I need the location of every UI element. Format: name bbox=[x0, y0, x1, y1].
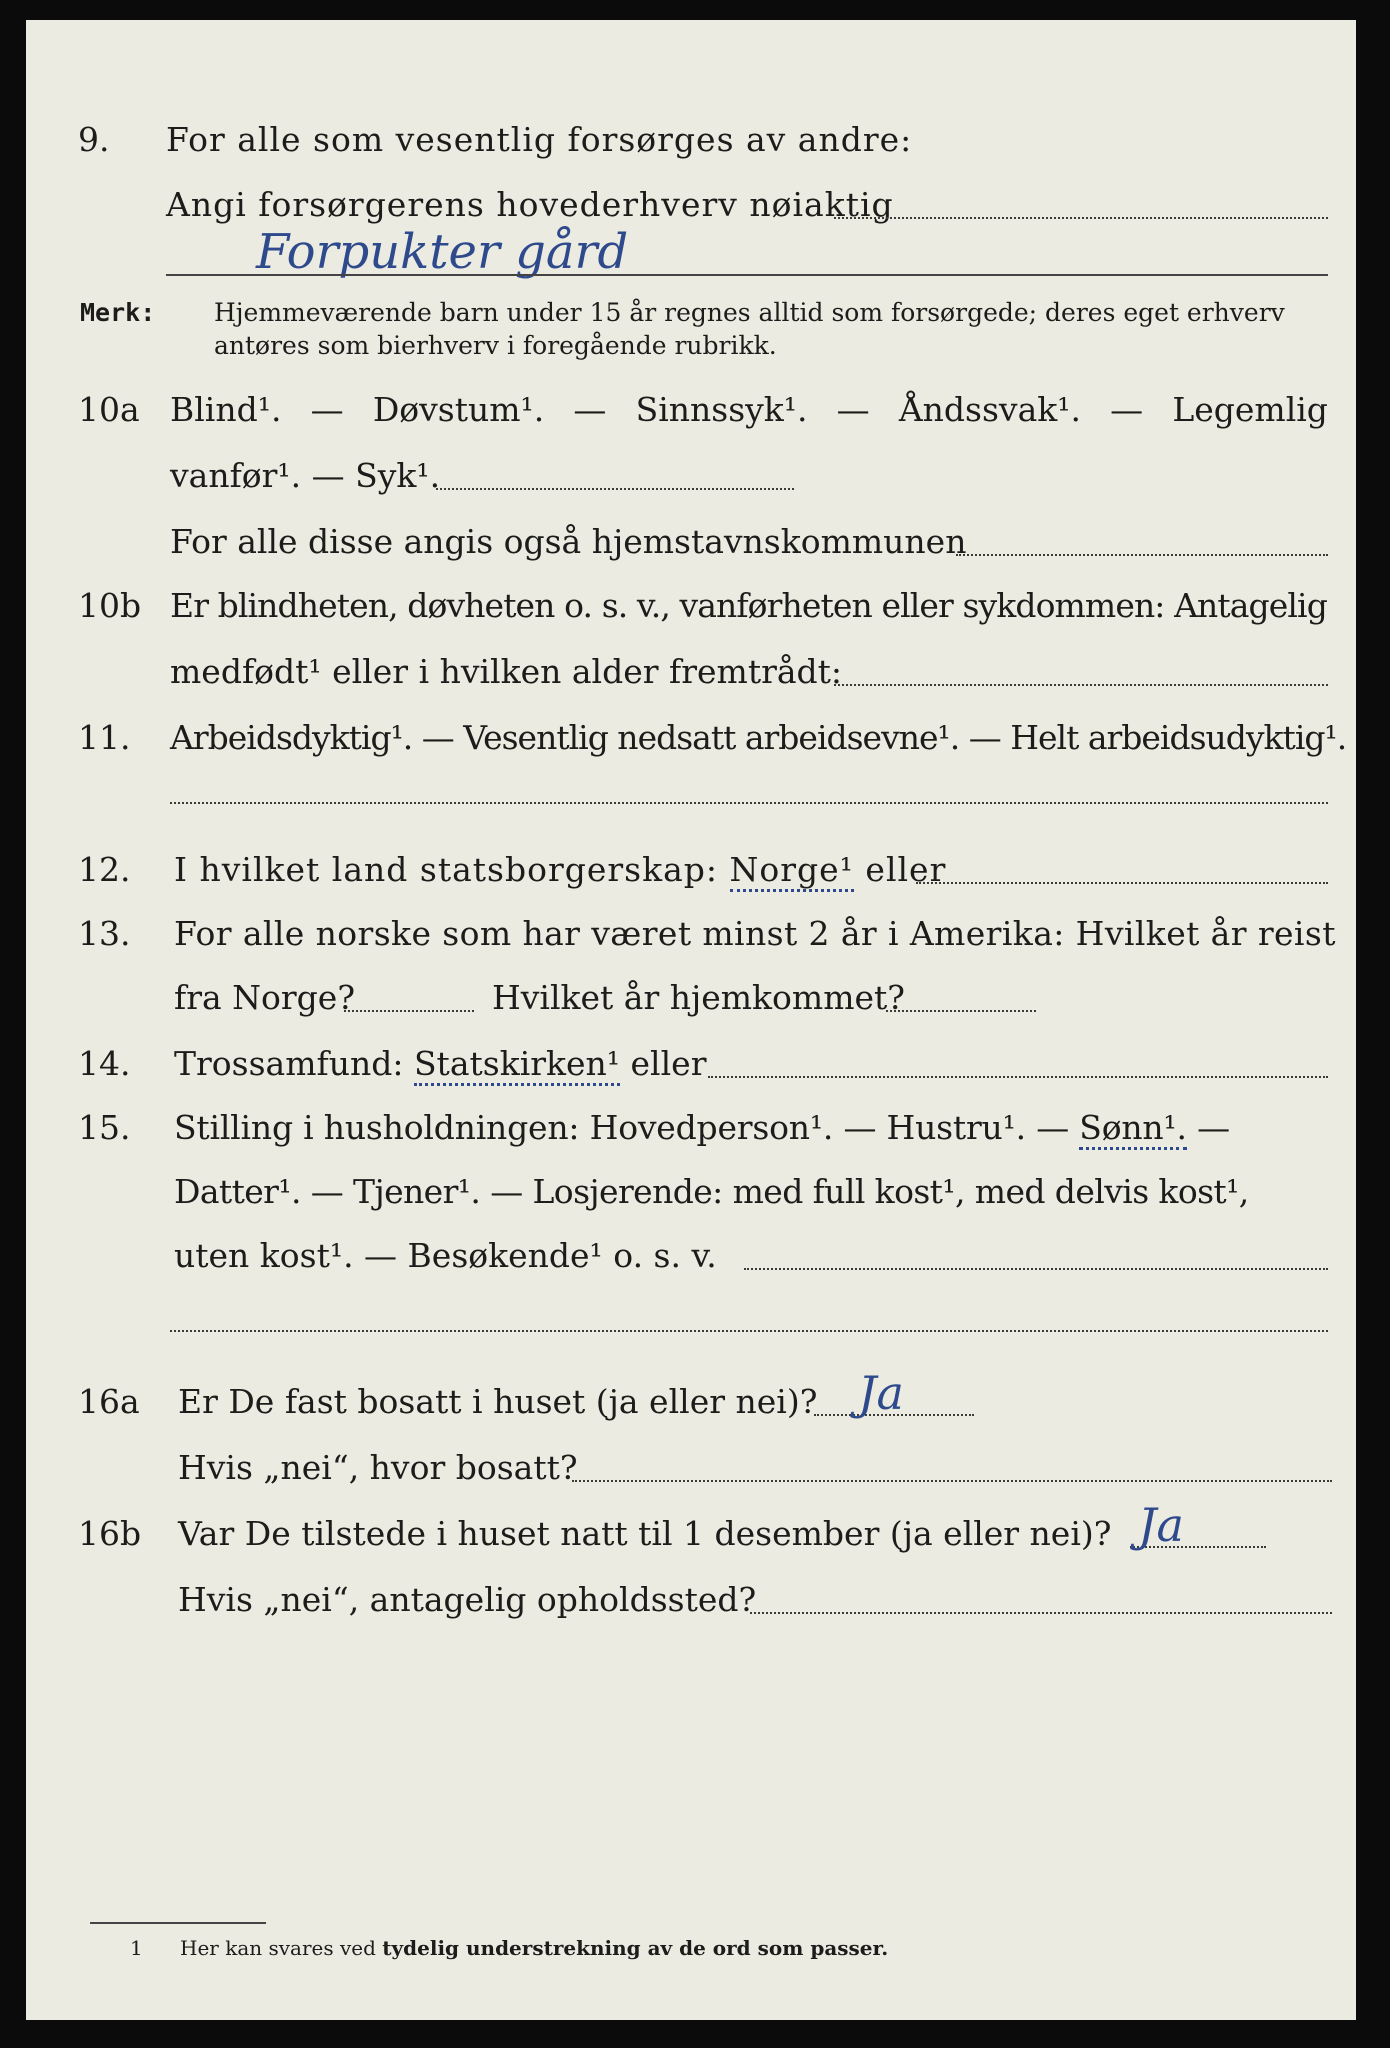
q10a-answer-line[interactable] bbox=[436, 488, 794, 490]
q11-number: 11. bbox=[78, 718, 131, 757]
q10a-dash4: — bbox=[1110, 390, 1144, 429]
q9-line2-row bbox=[26, 185, 1356, 225]
census-form-page bbox=[26, 20, 1356, 2020]
q13-row bbox=[26, 914, 1356, 954]
footnote-rule bbox=[90, 1922, 266, 1924]
q15-number: 15. bbox=[78, 1108, 131, 1147]
q10a-number: 10a bbox=[78, 390, 140, 429]
q10b-line1: Er blindheten, døvheten o. s. v., vanførheten eller sykdommen: Antagelig bbox=[170, 586, 1327, 625]
q16b-line1: Var De tilstede i huset natt til 1 desember (ja eller nei)? bbox=[178, 1514, 1112, 1553]
q10a-line3: For alle disse angis også hjemstavnskommunen bbox=[170, 522, 967, 561]
q11-row bbox=[26, 718, 1356, 758]
q13-number: 13. bbox=[78, 914, 131, 953]
q10b-number: 10b bbox=[78, 586, 142, 625]
q13-year-left-line[interactable] bbox=[344, 1010, 474, 1012]
q10a-andssvak[interactable]: Åndssvak¹. bbox=[898, 390, 1081, 429]
q16a-line2: Hvis „nei“, hvor bosatt? bbox=[178, 1448, 578, 1487]
q10a-dash1: — bbox=[310, 390, 344, 429]
q16b-handwritten-answer: Ja bbox=[1138, 1498, 1184, 1552]
merk-line1: Hjemmeværende barn under 15 år regnes alltid som forsørgede; deres eget erhverv bbox=[214, 298, 1285, 327]
q10a-row bbox=[26, 390, 1356, 430]
q14-row bbox=[26, 1044, 1356, 1084]
q15-answer-line[interactable] bbox=[744, 1268, 1328, 1270]
q10a-hometown-line[interactable] bbox=[956, 554, 1328, 556]
q16a-row bbox=[26, 1382, 1356, 1422]
q14-number: 14. bbox=[78, 1044, 131, 1083]
q12-norge-option[interactable]: Norge¹ bbox=[730, 850, 854, 892]
q13-line2-row bbox=[26, 978, 1356, 1018]
q15-row bbox=[26, 1108, 1356, 1148]
q16b-number: 16b bbox=[78, 1514, 142, 1553]
footnote-marker: 1 bbox=[130, 1936, 143, 1960]
q10b-line2-row bbox=[26, 652, 1356, 692]
q16b-line2: Hvis „nei“, antagelig opholdssted? bbox=[178, 1580, 757, 1619]
q13-q1: fra Norge? bbox=[174, 978, 356, 1017]
q9-number: 9. bbox=[78, 120, 110, 159]
q16a-handwritten-answer: Ja bbox=[858, 1366, 904, 1420]
q14-statskirken-option[interactable]: Statskirken¹ bbox=[414, 1044, 620, 1086]
q15-line1: Stilling i husholdningen: Hovedperson¹. — Hustru¹. — Sønn¹. — bbox=[174, 1108, 1230, 1148]
q9-row bbox=[26, 120, 1356, 160]
q9-handwritten-answer: Forpukter gård bbox=[256, 224, 629, 280]
q9-answer-rule bbox=[166, 274, 1328, 276]
q13-year-returned-line[interactable] bbox=[886, 1010, 1036, 1012]
q10a-dash2: — bbox=[573, 390, 607, 429]
q15-line2-row bbox=[26, 1172, 1356, 1212]
q10a-blind[interactable]: Blind¹. bbox=[170, 390, 282, 429]
q16b-line2-row bbox=[26, 1580, 1356, 1620]
q10b-row bbox=[26, 586, 1356, 626]
q10a-dovstum[interactable]: Døvstum¹. bbox=[372, 390, 545, 429]
q15-line3-row bbox=[26, 1236, 1356, 1276]
q16a-line2-row bbox=[26, 1448, 1356, 1488]
q10a-line3-row bbox=[26, 522, 1356, 562]
q10a-legemlig[interactable]: Legemlig bbox=[1172, 390, 1328, 429]
q12-line1: I hvilket land statsborgerskap: Norge¹ eller bbox=[174, 850, 946, 890]
q16a-number: 16a bbox=[78, 1382, 140, 1421]
q15-line3: uten kost¹. — Besøkende¹ o. s. v. bbox=[174, 1236, 717, 1275]
q10a-sinnssyk[interactable]: Sinnssyk¹. bbox=[635, 390, 808, 429]
q9-line1: For alle som vesentlig forsørges av andre: bbox=[166, 120, 913, 159]
q13-line1: For alle norske som har været minst 2 år i Amerika: Hvilket år reist bbox=[174, 914, 1336, 953]
q10a-dash3: — bbox=[836, 390, 870, 429]
q16a-line1: Er De fast bosatt i huset (ja eller nei)? bbox=[178, 1382, 818, 1421]
q13-q2: Hvilket år hjemkommet? bbox=[492, 978, 905, 1017]
q9-line2: Angi forsørgerens hovederhverv nøiaktig bbox=[166, 185, 894, 224]
q9-answer-line[interactable] bbox=[834, 217, 1328, 219]
q11-line1: Arbeidsdyktig¹. — Vesentlig nedsatt arbeidsevne¹. — Helt arbeidsudyktig¹. bbox=[170, 718, 1347, 757]
q14-answer-line[interactable] bbox=[708, 1076, 1328, 1078]
q10b-line2: medfødt¹ eller i hvilken alder fremtrådt: bbox=[170, 652, 843, 691]
q15-line2: Datter¹. — Tjener¹. — Losjerende: med full kost¹, med delvis kost¹, bbox=[174, 1172, 1249, 1211]
q12-answer-line[interactable] bbox=[916, 882, 1328, 884]
q15-answer-line-2[interactable] bbox=[170, 1330, 1328, 1332]
merk-line2: antøres som bierhverv i foregående rubrikk. bbox=[214, 331, 777, 360]
q15-sonn-option[interactable]: Sønn¹. bbox=[1079, 1108, 1187, 1150]
q16a-bosatt-line[interactable] bbox=[572, 1480, 1332, 1482]
q10a-line1 bbox=[170, 390, 1328, 430]
merk-label: Merk: bbox=[80, 298, 156, 327]
q14-line1: Trossamfund: Statskirken¹ eller bbox=[174, 1044, 706, 1084]
q10b-answer-line[interactable] bbox=[834, 684, 1328, 686]
footnote-text: Her kan svares ved tydelig understrekning av de ord som passer. bbox=[180, 1936, 889, 1960]
q10a-line2: vanfør¹. — Syk¹. bbox=[170, 456, 441, 495]
q12-row bbox=[26, 850, 1356, 890]
q12-number: 12. bbox=[78, 850, 131, 889]
q16b-opholdssted-line[interactable] bbox=[750, 1612, 1332, 1614]
q11-answer-line[interactable] bbox=[170, 802, 1328, 804]
q10a-line2-row bbox=[26, 456, 1356, 496]
